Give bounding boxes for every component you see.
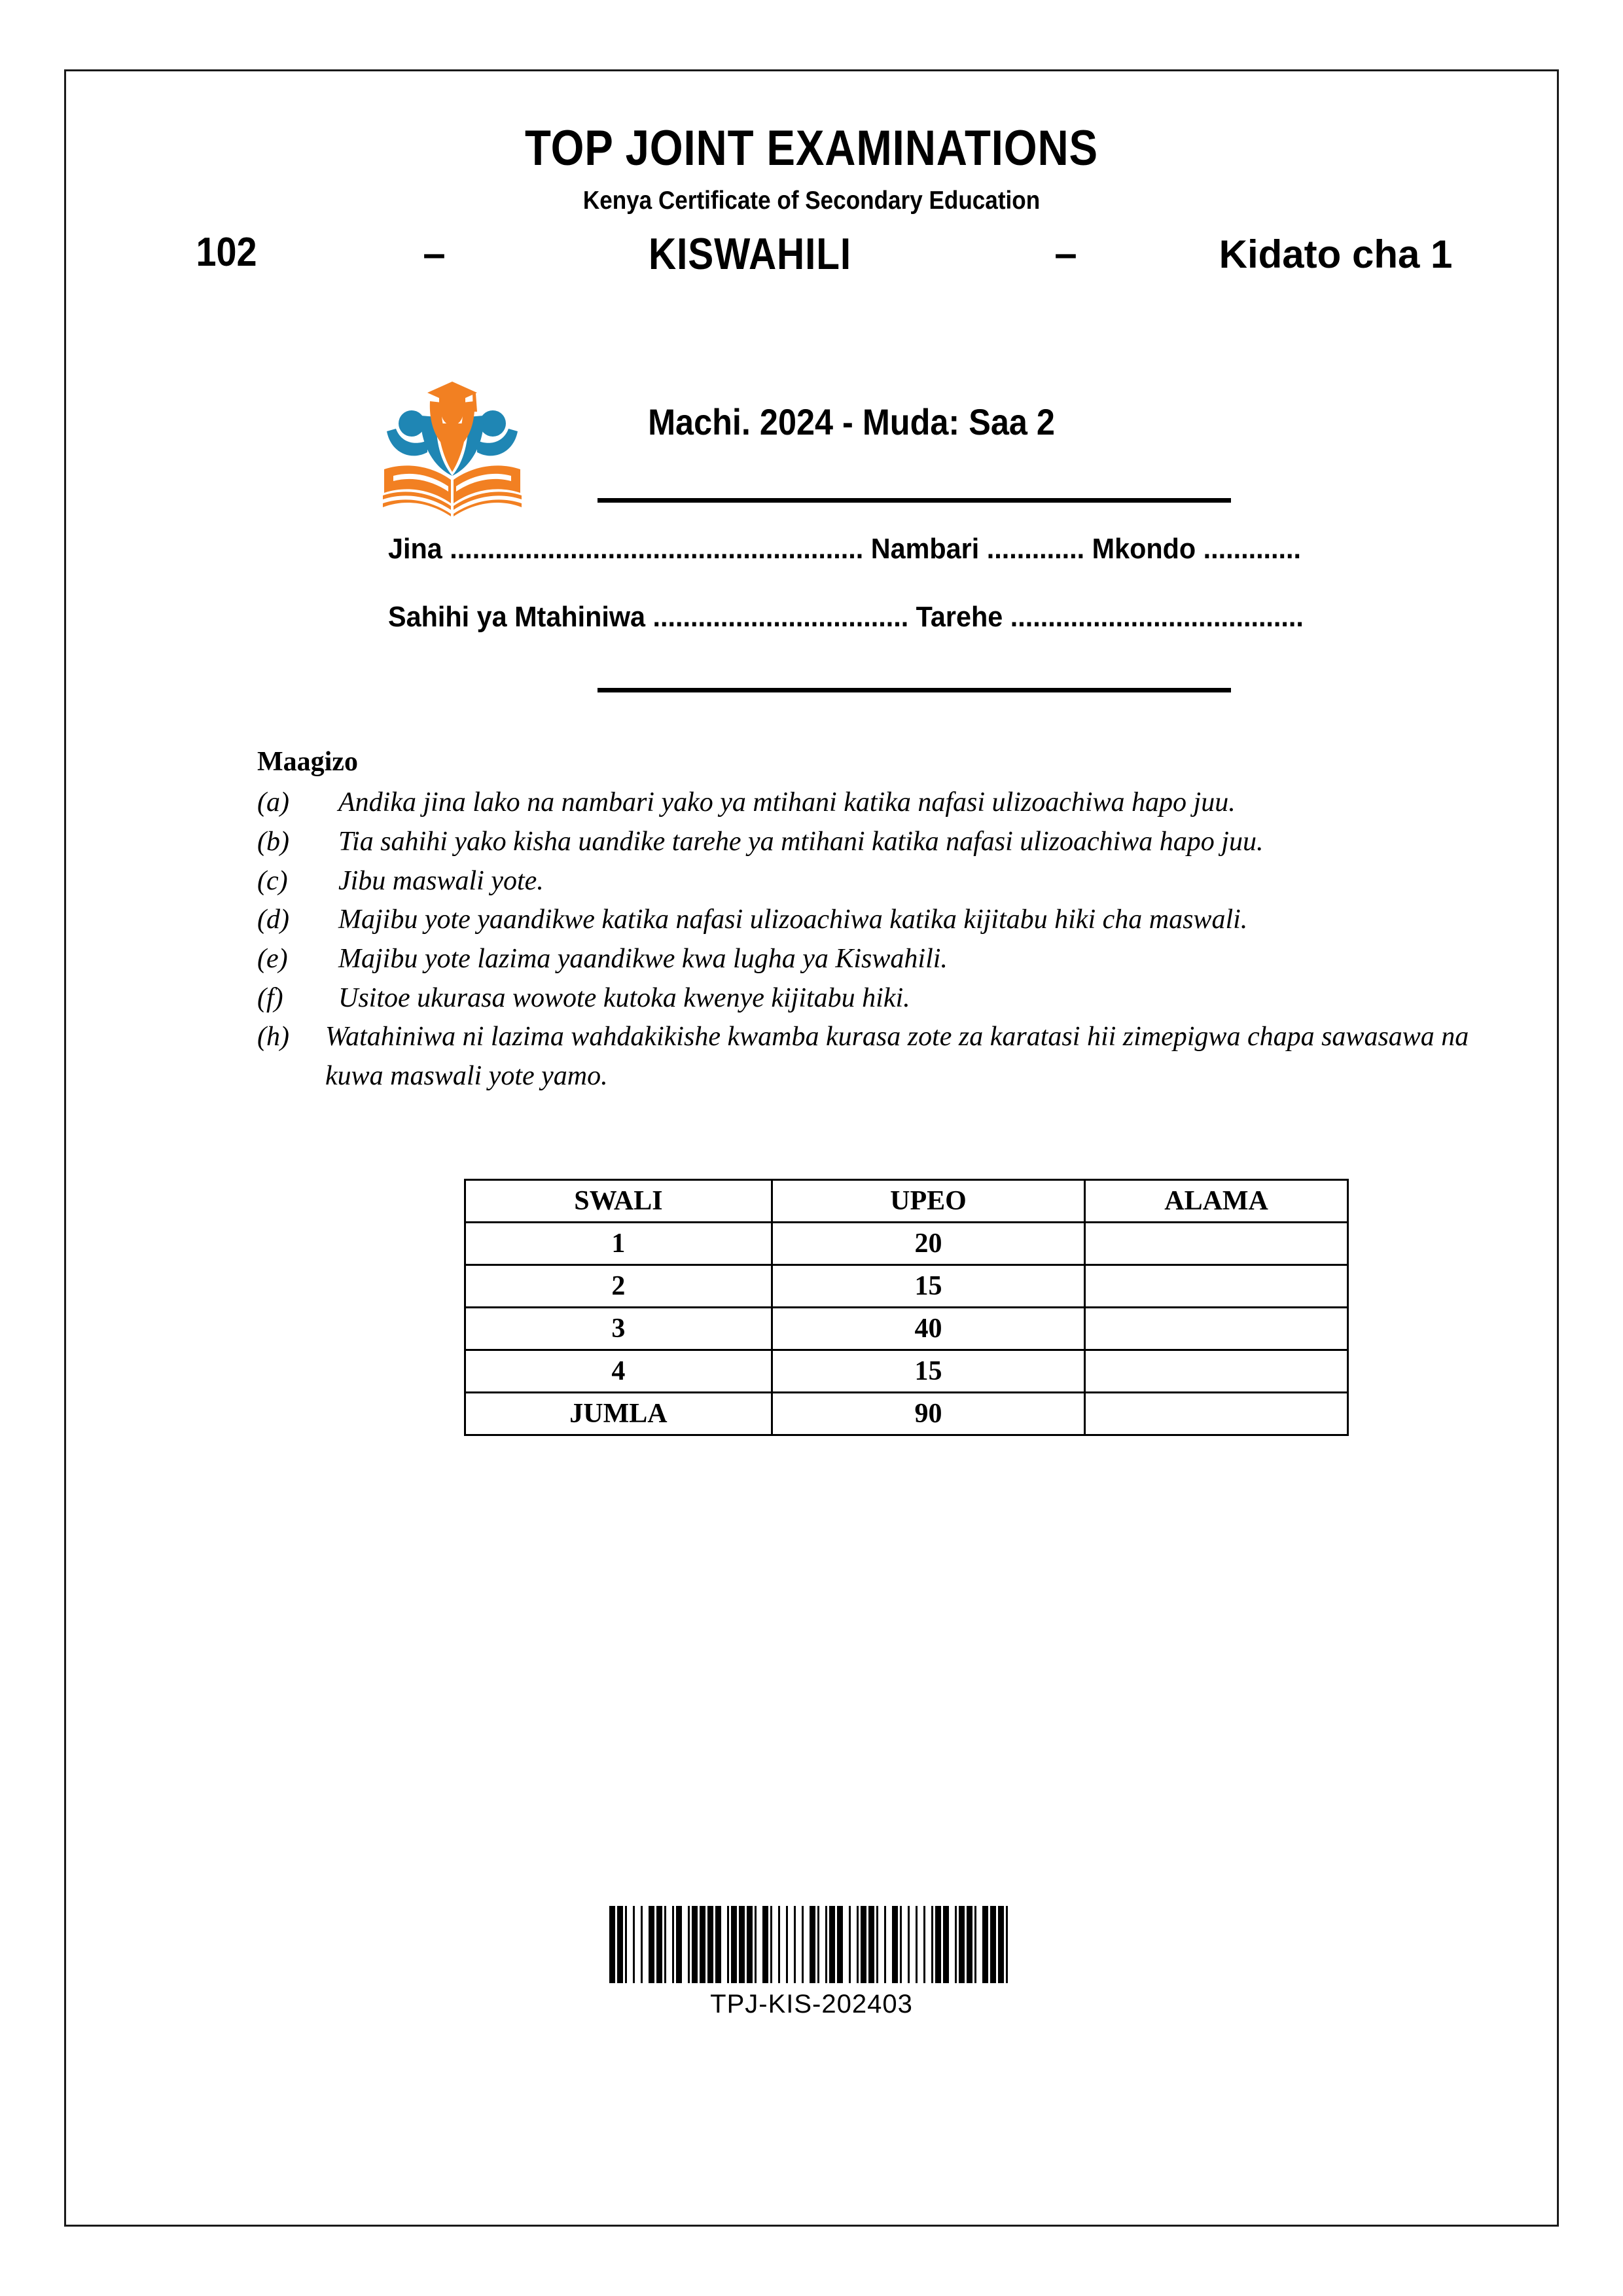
cell-alama[interactable] (1085, 1265, 1348, 1308)
instruction-text-h: Watahiniwa ni lazima wahdakikishe kwamba kurasa zote za karatasi hii zimepigwa chapa sawasawa na kuwa maswali yote yamo. (325, 1022, 1469, 1091)
barcode-block (66, 1897, 1557, 2019)
institution-logo (379, 363, 526, 517)
instruction-text-b: Tia sahihi yako kisha uandike tarehe ya mtihani katika nafasi ulizoachiwa hapo juu. (338, 827, 1264, 857)
instruction-label-e: (e) (257, 943, 288, 974)
exam-date-duration: Machi. 2024 - Muda: Saa 2 (648, 401, 1055, 442)
instruction-text-f: Usitoe ukurasa wowote kutoka kwenye kijitabu hiki. (338, 982, 910, 1013)
instruction-item-b (257, 823, 1520, 862)
cell-swali: 2 (465, 1265, 772, 1308)
table-header-row (465, 1180, 1348, 1223)
instruction-item-f (257, 979, 1520, 1018)
subject-name: KISWAHILI (649, 229, 851, 279)
instruction-label-f: (f) (257, 982, 283, 1013)
cell-alama[interactable] (1085, 1308, 1348, 1350)
cell-alama-total[interactable] (1085, 1393, 1348, 1435)
instructions-heading: Maagizo (257, 747, 358, 777)
exam-subtitle: Kenya Certificate of Secondary Education (582, 187, 1041, 215)
candidate-signature-line[interactable]: Sahihi ya Mtahiniwa .................................. Tarehe ....................................... (388, 601, 1304, 633)
instruction-text-e: Majibu yote lazima yaandikwe kwa lugha ya Kiswahili. (338, 943, 948, 974)
instruction-label-d: (d) (257, 905, 289, 935)
exam-title: TOP JOINT EXAMINATIONS (525, 120, 1098, 176)
barcode-text: TPJ-KIS-202403 (710, 1990, 913, 2018)
instruction-item-e (257, 940, 1520, 979)
graduates-book-logo-icon (379, 363, 526, 517)
table-row-total (465, 1393, 1348, 1435)
paper-code: 102 (196, 230, 257, 275)
cell-upeo: 15 (772, 1265, 1084, 1308)
instruction-item-d (257, 901, 1520, 940)
instruction-label-a: (a) (257, 787, 289, 818)
instruction-text-c: Jibu maswali yote. (338, 865, 544, 896)
instruction-text-a: Andika jina lako na nambari yako ya mtihani katika nafasi ulizoachiwa hapo juu. (338, 787, 1236, 818)
instruction-item-c (257, 862, 1520, 901)
cell-upeo: 15 (772, 1350, 1084, 1393)
header-rule-bottom (597, 688, 1231, 692)
cell-swali-total: JUMLA (465, 1393, 772, 1435)
table-row (465, 1308, 1348, 1350)
cell-alama[interactable] (1085, 1223, 1348, 1265)
cell-upeo: 40 (772, 1308, 1084, 1350)
instruction-item-h (257, 1018, 1520, 1096)
cell-swali: 1 (465, 1223, 772, 1265)
instructions-section (257, 745, 1520, 1096)
table-header-alama: ALAMA (1085, 1180, 1348, 1223)
table-row (465, 1350, 1348, 1393)
instruction-label-c: (c) (257, 865, 288, 896)
instruction-item-a (257, 783, 1520, 823)
cell-upeo-total: 90 (772, 1393, 1084, 1435)
table-row (465, 1265, 1348, 1308)
table-header-upeo: UPEO (772, 1180, 1084, 1223)
cell-swali: 3 (465, 1308, 772, 1350)
page-frame (64, 69, 1559, 2227)
cell-upeo: 20 (772, 1223, 1084, 1265)
cell-alama[interactable] (1085, 1350, 1348, 1393)
header-rule-top (597, 498, 1231, 503)
instruction-text-d: Majibu yote yaandikwe katika nafasi ulizoachiwa katika kijitabu hiki cha maswali. (338, 905, 1248, 935)
marks-table (464, 1179, 1349, 1436)
dash-separator-left: – (423, 231, 446, 276)
table-row (465, 1223, 1348, 1265)
dash-separator-right: – (1054, 231, 1077, 276)
candidate-name-line[interactable]: Jina ....................................................... Nambari ............. Mkondo ............. (388, 533, 1302, 565)
subject-row (151, 226, 1473, 279)
cell-swali: 4 (465, 1350, 772, 1393)
table-header-swali: SWALI (465, 1180, 772, 1223)
instruction-label-h: (h) (257, 1022, 289, 1052)
form-level-label: Kidato cha 1 (1219, 232, 1453, 276)
barcode-image (609, 1906, 1014, 1983)
instruction-label-b: (b) (257, 827, 289, 857)
